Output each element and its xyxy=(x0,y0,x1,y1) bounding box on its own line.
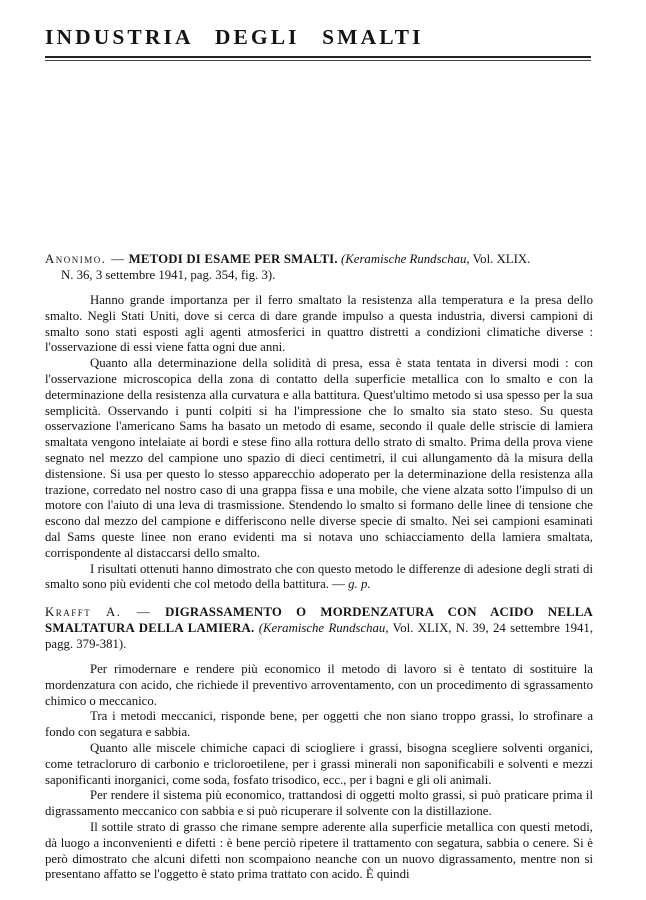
paragraph: Il sottile strato di grasso che rimane sempre aderente alla superficie metallica con questi metodi, dà luogo a inconvenienti e difetti : è bene perciò ripetere il trattamento con segatura, sabbia o cenere. Si è però dimostrato che alcuni difetti non scompaiono neanche con un nuovo digrassamento, mentre non si presentano affatto se l'oggetto è stato prima trattato con acido. È quindi xyxy=(45,819,593,882)
article-title: DIGRASSAMENTO O MORDENZATURA CON ACIDO NELLA SMALTATURA DELLA LAMIERA. xyxy=(45,605,593,635)
article-source: Vol. XLIX, N. 39, 24 settembre 1941, pagg. 379-381). xyxy=(45,621,594,651)
article-body xyxy=(45,293,593,593)
article-heading xyxy=(45,604,593,652)
article-author: Anonimo. — xyxy=(45,252,126,266)
article-digrassamento xyxy=(45,604,593,883)
paragraph: Quanto alla determinazione della solidità di presa, essa è stata tentata in diversi modi : con l'osservazione microscopica della zona di contatto della superficie metallica con lo smalto e con la determinazione della resistenza alla curvatura e alla battitura. Quest'ultimo metodo si usa spesso per la sua semplicità. Osservando i punti colpiti si ha l'impressione che lo smalto sia stato steso. Su questa osservazione l'americano Sams ha basato un metodo di esame, secondo il quale delle striscie di lamiera smaltata vengono intelaiate ai bordi e stese fino alla rottura dello strato di smalto. Prima della prova viene segnato nel mezzo del campione uno spazio di dieci centimetri, il cui allungamento dà la misura della distensione. Si usa per questo lo stesso apparecchio adoperato per la determinazione della resistenza alla trazione, corredato nel nostro caso di una grappa fissa e una mobile, che viene alzata sotto l'impulso di un motore con l'aiuto di una leva di trasmissione. Stendendo lo smalto si formano delle linee di tensione che escono dal mezzo del campione e differiscono nelle diverse specie di smalto. Nei sei campioni esaminati dal Sams queste linee non erano evidenti ma si notava uno schiacciamento della lamiera smaltata, corrispondente al distaccarsi dello smalto. xyxy=(45,356,593,560)
article-author: Krafft A. — xyxy=(45,605,152,619)
page-header xyxy=(45,24,591,61)
article-journal: (Keramische Rundschau, xyxy=(340,252,470,266)
section-title: INDUSTRIA DEGLI SMALTI xyxy=(45,25,424,49)
article-journal: (Keramische Rundschau, xyxy=(258,621,389,635)
paragraph xyxy=(45,562,593,594)
article-title: METODI DI ESAME PER SMALTI. xyxy=(128,252,338,266)
paragraph: Per rendere il sistema più economico, trattandosi di oggetti molto grassi, si può praticare prima il digrassamento meccanico con sabbia e si può ricuperare il solvente con la distillazione. xyxy=(45,788,593,819)
header-rule-thin xyxy=(45,60,591,61)
paragraph: Hanno grande importanza per il ferro smaltato la resistenza alla temperatura e la presa dello smalto. Negli Stati Uniti, dove si cerca di dare grande impulso a questa industria, diversi campioni di smalto sono stati esposti agli agenti atmosferici in quattro distretti a condizioni climatiche diverse : l'osservazione di essi viene fatta ogni due anni. xyxy=(45,293,593,355)
paragraph: Quanto alle miscele chimiche capaci di sciogliere i grassi, bisogna scegliere solventi organici, come tetracloruro di carbonio e tricloroetilene, per i grassi minerali non saponificabili e solventi e mezzi saponificanti inorganici, come soda, fosfato trisodico, ecc., per i bagni e gli oli animali. xyxy=(45,740,593,787)
article-signature: g. p. xyxy=(348,577,371,592)
header-rule-thick xyxy=(45,56,591,58)
article-metodi-di-esame xyxy=(45,251,593,593)
paragraph: Per rimodernare e rendere più economico il metodo di lavoro si è tentato di sostituire la mordenzatura con acido, che richiede il preventivo arroventamento, con un procedimento di sgrassamento chimico o meccanico. xyxy=(45,662,593,708)
article-heading xyxy=(45,251,593,283)
article-source: Vol. XLIX. xyxy=(472,252,531,266)
paragraph-text: I risultati ottenuti hanno dimostrato che con questo metodo le differenze di adesione degli strati di smalto sono più evidenti che col metodo della battitura. — xyxy=(45,561,593,592)
article-source-line2: N. 36, 3 settembre 1941, pag. 354, fig. 3). xyxy=(61,268,276,282)
article-body xyxy=(45,662,593,883)
paragraph: Tra i metodi meccanici, risponde bene, per oggetti che non siano troppo grassi, lo strofinare a fondo con segatura e sabbia. xyxy=(45,709,593,740)
